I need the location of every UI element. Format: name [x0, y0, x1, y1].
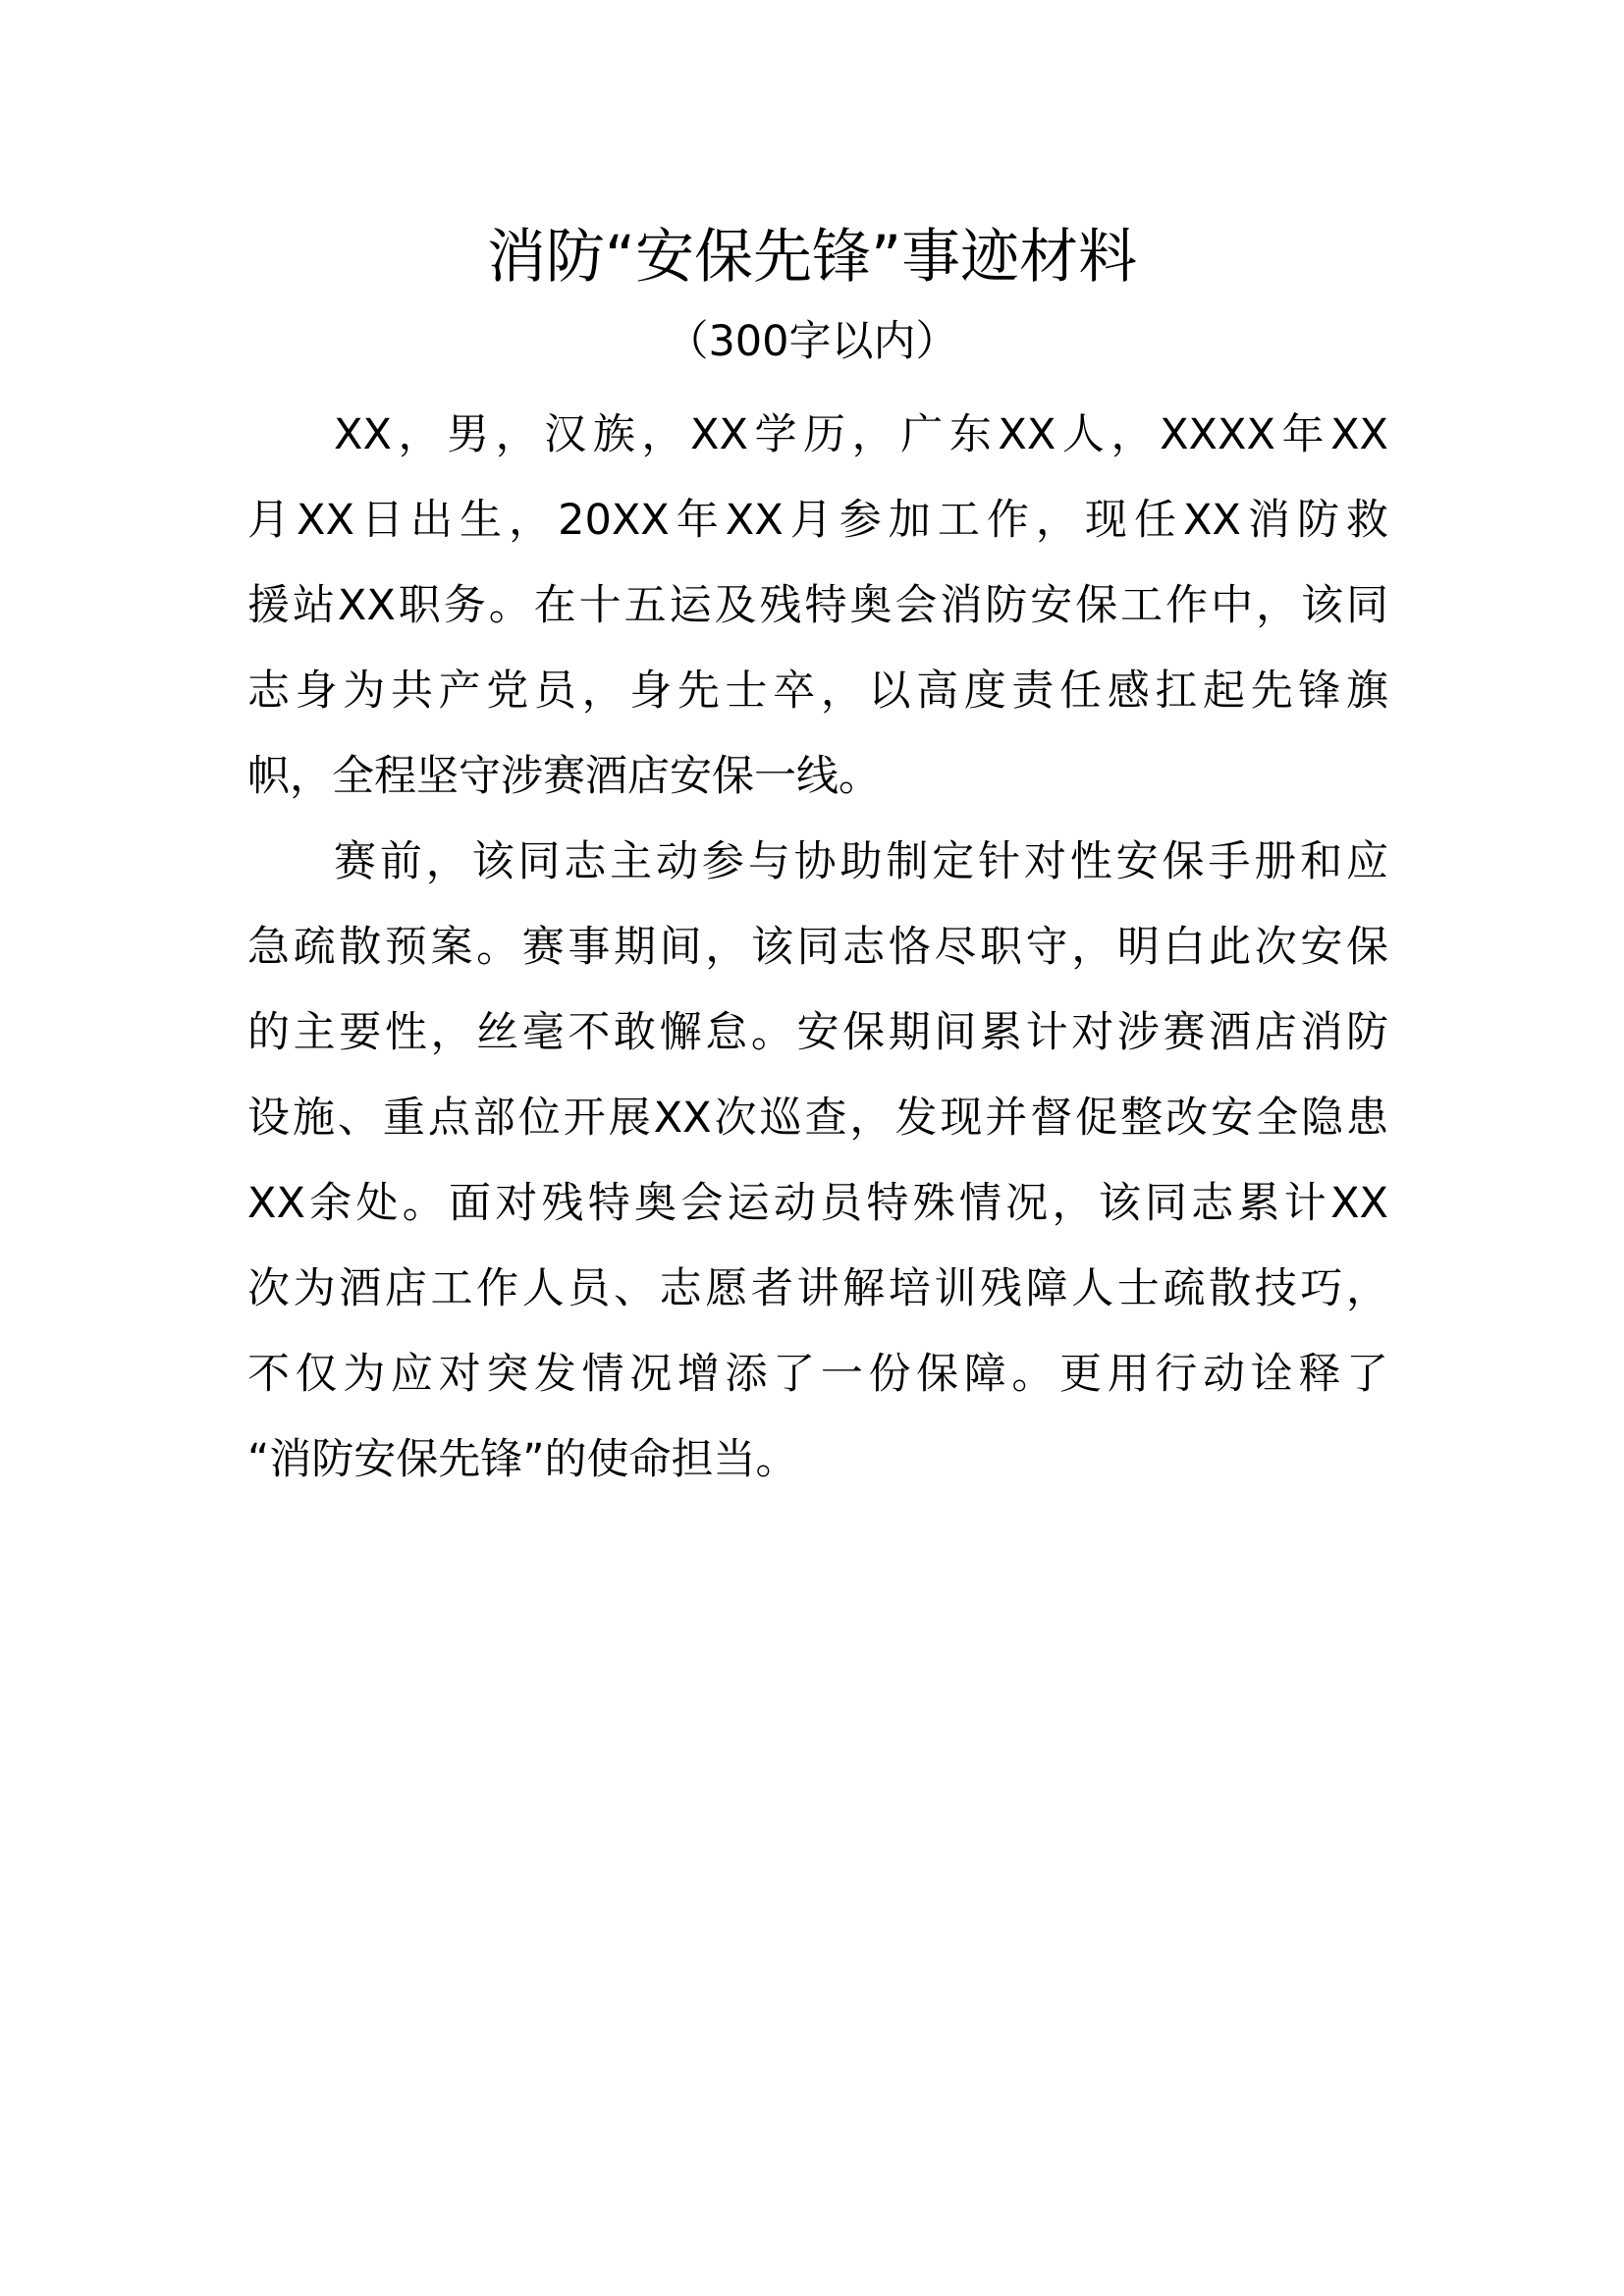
- paragraph-2-line-2: 急疏散预案。赛事期间，该同志恪尽职守，明白此次安保: [247, 923, 1388, 972]
- document-subtitle: （300字以内）: [666, 317, 958, 366]
- paragraph-1-line-5: 帜，全程坚守涉赛酒店安保一线。: [247, 752, 881, 801]
- paragraph-1-line-1: XX，男，汉族，XX学历，广东XX人，XXXX年XX: [334, 410, 1388, 459]
- paragraph-2-line-7: 不仅为应对突发情况增添了一份保障。更用行动诠释了: [247, 1350, 1388, 1399]
- paragraph-2-line-8: “消防安保先锋”的使命担当。: [247, 1435, 798, 1484]
- paragraph-2-line-5: XX余处。面对残特奥会运动员特殊情况，该同志累计XX: [247, 1179, 1388, 1228]
- paragraph-2-line-1: 赛前，该同志主动参与协助制定针对性安保手册和应: [334, 837, 1388, 886]
- paragraph-2-line-4: 设施、重点部位开展XX次巡查，发现并督促整改安全隐患: [247, 1094, 1388, 1143]
- paragraph-1-line-2: 月XX日出生，20XX年XX月参加工作，现任XX消防救: [247, 496, 1388, 545]
- paragraph-2-line-6: 次为酒店工作人员、志愿者讲解培训残障人士疏散技巧，: [247, 1264, 1388, 1313]
- document-title: 消防“安保先锋”事迹材料: [486, 223, 1138, 292]
- paragraph-1-line-3: 援站XX职务。在十五运及残特奥会消防安保工作中，该同: [247, 581, 1388, 630]
- paragraph-2-line-3: 的主要性，丝毫不敢懈怠。安保期间累计对涉赛酒店消防: [247, 1008, 1388, 1057]
- paragraph-1-line-4: 志身为共产党员，身先士卒，以高度责任感扛起先锋旗: [247, 667, 1388, 716]
